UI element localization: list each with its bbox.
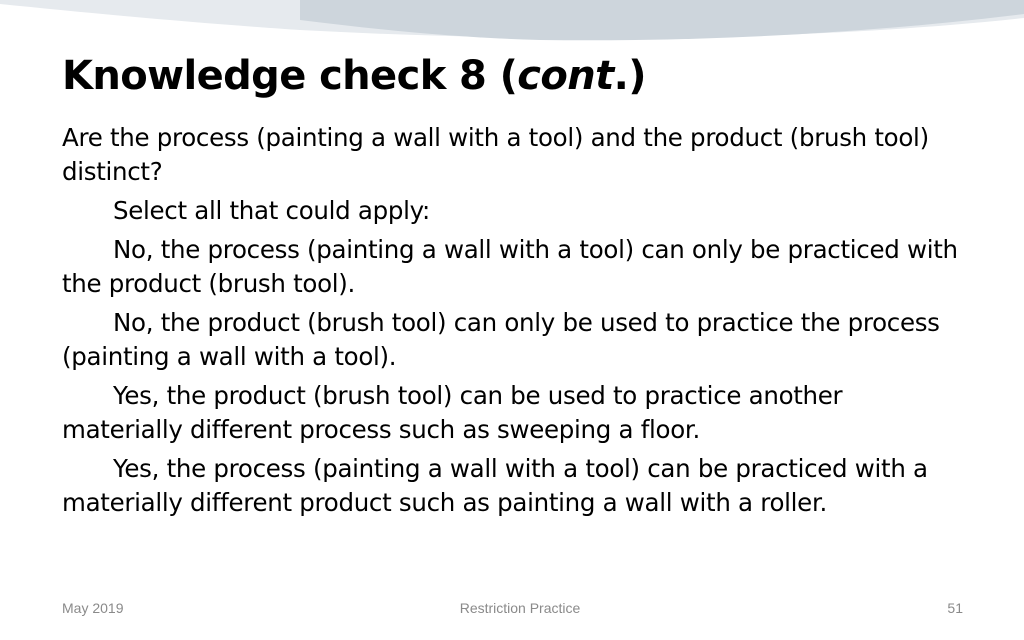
footer-title: Restriction Practice bbox=[459, 600, 581, 616]
slide-body bbox=[62, 121, 962, 525]
option-2: No, the product (brush tool) can only be used to practice the process (painting a wall with a tool). bbox=[62, 308, 940, 371]
option-3: Yes, the product (brush tool) can be used to practice another materially different process such as sweeping a floor. bbox=[62, 381, 843, 444]
option-1: No, the process (painting a wall with a tool) can only be practiced with the product (brush tool). bbox=[62, 235, 958, 298]
title-end-text: .) bbox=[613, 53, 646, 99]
slide-title bbox=[62, 50, 646, 102]
question-text: Are the process (painting a wall with a tool) and the product (brush tool) distinct? bbox=[62, 123, 929, 186]
option-4: Yes, the process (painting a wall with a tool) can be practiced with a materially different product such as painting a wall with a roller. bbox=[62, 454, 928, 517]
title-italic-text: cont bbox=[517, 53, 614, 99]
footer-date: May 2019 bbox=[62, 600, 124, 616]
instruction-text: Select all that could apply: bbox=[113, 196, 430, 225]
title-main-text: Knowledge check 8 ( bbox=[62, 53, 518, 99]
page-number: 51 bbox=[947, 600, 963, 616]
